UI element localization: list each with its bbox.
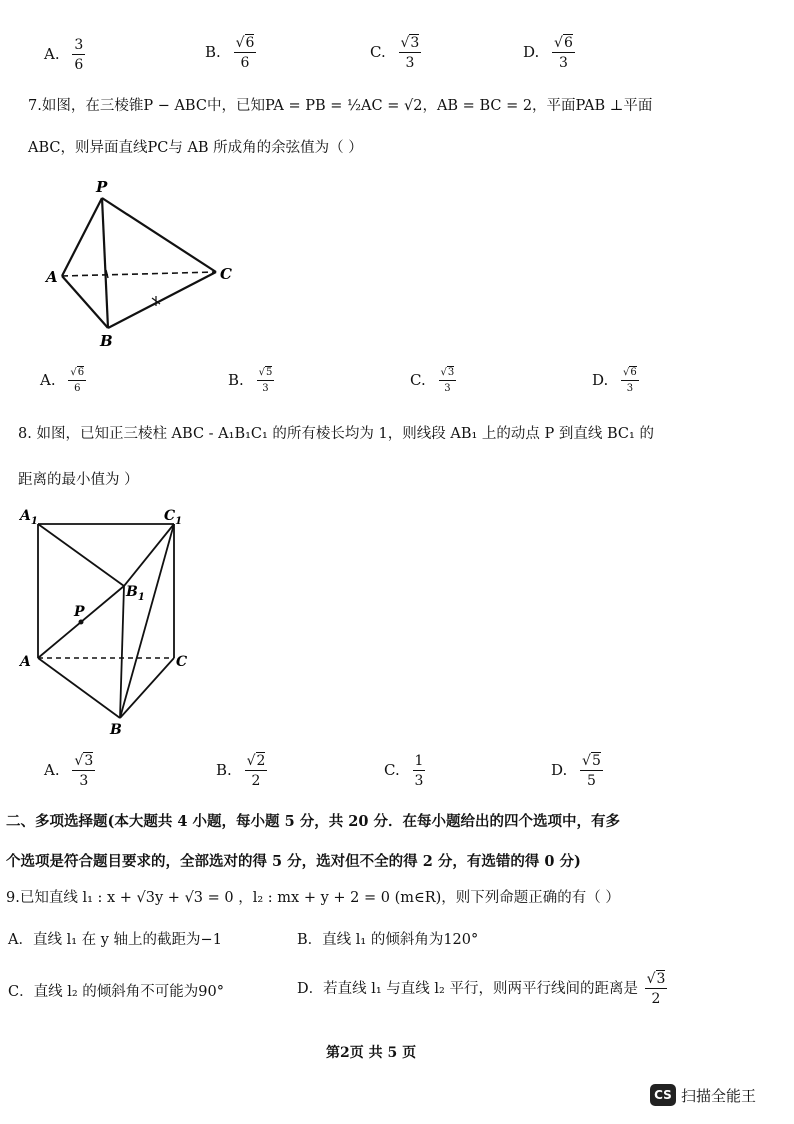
section2-heading-line2: 个选项是符合题目要求的，全部选对的得 5 分，选对但不全的得 2 分，有选错的得 0 分): [6, 853, 581, 870]
denominator: 6: [74, 383, 81, 394]
q8-option-b: [216, 754, 267, 788]
fraction: $\frac{√6}{6}$: [235, 35, 255, 71]
fraction: $\frac{√6}{6}$: [70, 367, 85, 394]
q8-stem-line2: 距离的最小值为 ）: [18, 472, 139, 488]
edge-bc: [108, 272, 216, 328]
q7-pyramid-figure: [40, 176, 250, 348]
label-a1: $A_1$: [20, 508, 38, 527]
fraction: $\frac{√5}{3}$: [258, 367, 273, 394]
numerator: 3: [84, 753, 94, 769]
fraction: $\frac{√3}{2}$: [646, 971, 666, 1007]
denominator: 2: [251, 773, 261, 789]
option-d-text: D．若直线 l₁ 与直线 l₂ 平行，则两平行线间的距离是: [297, 981, 638, 997]
numerator: 1: [414, 753, 424, 769]
fraction: $\frac{√6}{3}$: [554, 35, 573, 71]
option-label: B.: [228, 371, 244, 389]
denominator: 3: [405, 55, 415, 71]
edge-a1b1: [38, 524, 124, 586]
numerator: 3: [447, 367, 455, 378]
label-c: C: [220, 265, 232, 283]
numerator: 6: [77, 367, 85, 378]
denominator: 3: [414, 773, 424, 789]
q9-stem: 9.已知直线 l₁ : x + √3y + √3 = 0 ，l₂ : mx + y + 2 = 0 (m∈R)，则下列命题正确的有（ ）: [6, 890, 620, 906]
fraction: $\frac{√3}{3}$: [74, 753, 94, 789]
cs-logo-icon: CS: [650, 1084, 676, 1106]
label-c1: $C_1$: [164, 508, 183, 527]
q7-option-b: [228, 368, 274, 394]
q9-option-d: [297, 972, 667, 1006]
label-a: A: [46, 268, 58, 286]
label-a: A: [20, 654, 31, 670]
q8-option-a: [44, 754, 95, 788]
option-label: A.: [44, 761, 60, 779]
denominator: 3: [626, 383, 634, 394]
fraction: $\frac{√3}{3}$: [440, 367, 455, 394]
q8-option-c: [384, 754, 425, 788]
q7-option-c: [410, 368, 456, 394]
denominator: 6: [74, 57, 84, 73]
numerator: 6: [630, 367, 637, 378]
edge-bb1: [120, 586, 124, 718]
option-label: C.: [370, 43, 386, 61]
q6-option-d: [523, 36, 575, 70]
denominator: 3: [79, 773, 89, 789]
q7-option-a: [40, 368, 86, 394]
label-b1: $B_1$: [126, 584, 145, 603]
denominator: 2: [651, 991, 661, 1007]
scanner-watermark: [650, 1084, 756, 1106]
option-label: D.: [551, 761, 568, 779]
q7-stem-line2: ABC，则异面直线PC与 AB 所成角的余弦值为（ ）: [28, 140, 363, 156]
label-c: C: [176, 654, 188, 670]
numerator: 3: [410, 35, 420, 51]
q9-option-c: C．直线 l₂ 的倾斜角不可能为90°: [8, 984, 224, 1000]
denominator: 3: [444, 383, 451, 394]
section2-heading-line1: 二、多项选择题(本大题共 4 小题，每小题 5 分，共 20 分．在每小题给出的四个选项中，有多: [6, 813, 621, 830]
edge-pc: [102, 198, 216, 272]
numerator: 2: [256, 753, 266, 769]
q7-stem-line1: 7.如图，在三棱锥P − ABC中，已知PA = PB = ½AC = √2，AB = BC = 2，平面PAB ⊥平面: [28, 98, 653, 114]
numerator: 3: [656, 971, 666, 987]
fraction: $\frac{√2}{2}$: [246, 753, 266, 789]
edge-b1c1: [124, 524, 174, 586]
denominator: 3: [262, 383, 269, 394]
q6-option-a: [44, 38, 85, 72]
edge-ab: [38, 658, 120, 718]
label-b: B: [110, 722, 122, 738]
edge-ac-hidden: [62, 272, 216, 276]
q8-option-d: [551, 754, 603, 788]
fraction: $\frac{√3}{3}$: [400, 35, 420, 71]
numerator: 3: [74, 37, 84, 53]
edge-ab: [62, 276, 108, 328]
fraction: $\frac{√6}{3}$: [623, 367, 637, 394]
option-label: A.: [44, 45, 60, 63]
numerator: 6: [563, 35, 573, 51]
q8-prism-figure: [14, 500, 214, 740]
numerator: 6: [245, 35, 255, 51]
q6-option-c: [370, 36, 421, 70]
q9-option-a: A．直线 l₁ 在 y 轴上的截距为−1: [8, 932, 222, 948]
q8-stem-line1: 8. 如图，已知正三棱柱 ABC - A₁B₁C₁ 的所有棱长均为 1，则线段 AB₁ 上的动点 P 到直线 BC₁ 的: [18, 426, 654, 442]
page-number: 第2页 共 5 页: [326, 1045, 417, 1061]
fraction: $\frac{√5}{5}$: [582, 753, 601, 789]
q7-option-d: [592, 368, 639, 394]
numerator: 5: [591, 753, 601, 769]
q6-option-b: [205, 36, 256, 70]
denominator: 6: [240, 55, 250, 71]
label-b: B: [100, 332, 113, 348]
label-p: P: [96, 178, 108, 196]
option-label: D.: [523, 43, 540, 61]
edge-pa: [62, 198, 102, 276]
option-label: C.: [410, 371, 426, 389]
option-label: B.: [205, 43, 221, 61]
watermark-text: 扫描全能王: [681, 1086, 757, 1105]
q9-option-b: B．直线 l₁ 的倾斜角为120°: [297, 932, 479, 948]
denominator: 3: [559, 55, 568, 71]
point-p: [79, 620, 84, 625]
fraction: [72, 38, 85, 72]
option-label: C.: [384, 761, 400, 779]
label-p: P: [74, 604, 85, 620]
option-label: A.: [40, 371, 56, 389]
numerator: 5: [265, 367, 273, 378]
fraction: [413, 754, 426, 788]
option-label: B.: [216, 761, 232, 779]
denominator: 5: [587, 773, 596, 789]
option-label: D.: [592, 371, 609, 389]
edge-pb: [102, 198, 108, 328]
